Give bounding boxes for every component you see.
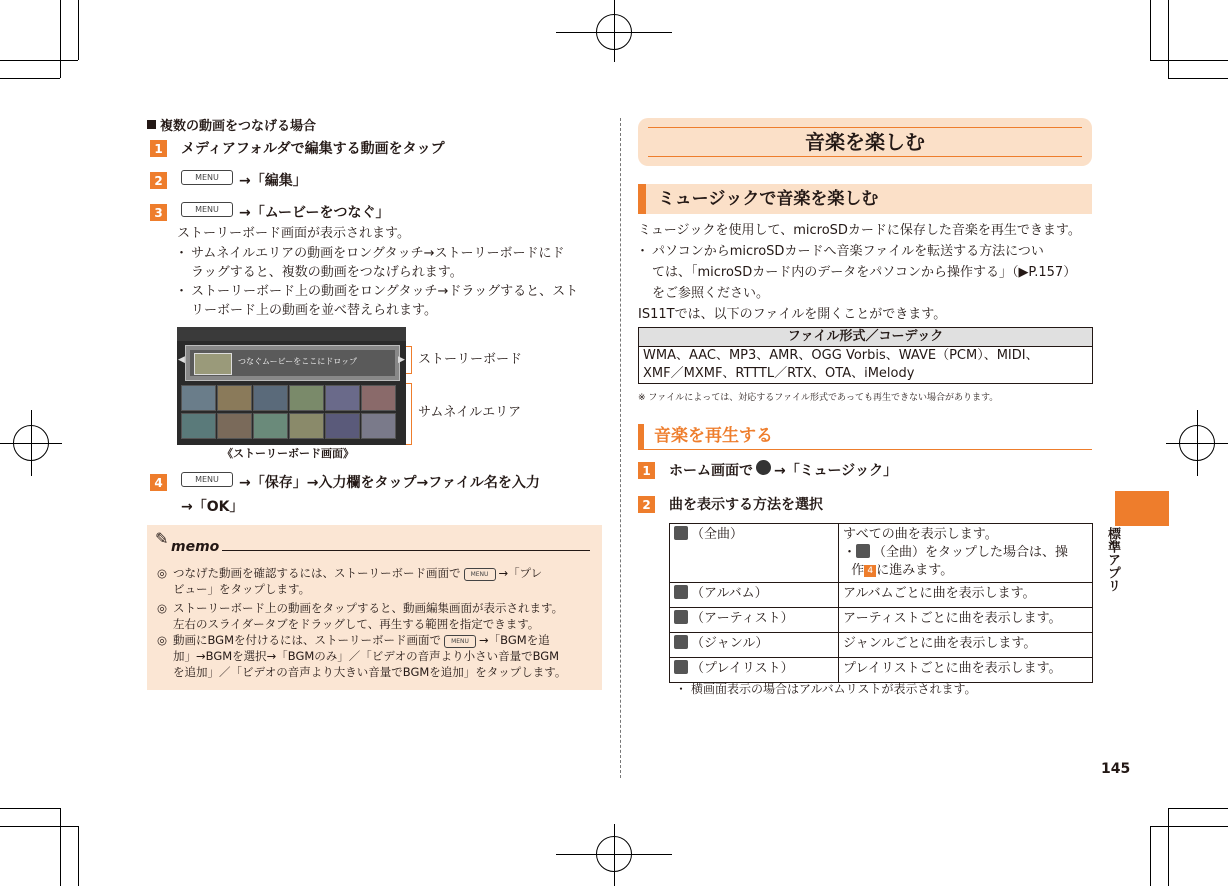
display-method-table: [669, 523, 1093, 683]
thumbnail-bracket: [406, 383, 412, 445]
table-row: （ジャンル） ジャンルごとに曲を表示します。: [670, 633, 1093, 658]
thumbnail: [325, 413, 360, 439]
left-step-1: [150, 138, 445, 160]
playlist-icon: [674, 660, 688, 674]
step3-description: ストーリーボード画面が表示されます。: [177, 226, 410, 241]
square-icon: [147, 120, 156, 129]
memo-divider: [222, 550, 590, 551]
step-number: 2: [638, 496, 655, 513]
step3-bullet-2b: リーボード上の動画を並べ替えられます。: [191, 303, 437, 318]
menu-key-icon: MENU: [181, 202, 233, 217]
transfer-note-1: ・ パソコンからmicroSDカードへ音楽ファイルを転送する方法につい: [638, 243, 1044, 261]
thumbnail: [253, 413, 288, 439]
landscape-note: ・ 横画面表示の場合はアルバムリストが表示されます。: [677, 680, 976, 698]
step3-bullet-1a: ・ サムネイルエリアの動画をロングタッチ→ストーリーボードにド: [177, 245, 564, 263]
storyboard-bracket: [406, 346, 412, 374]
artist-icon: [674, 610, 688, 624]
step-number: 1: [150, 140, 167, 157]
right-step-1: 1 ホーム画面で →「ミュージック」: [638, 460, 897, 482]
thumbnail: [217, 413, 252, 439]
format-list: WMA、AAC、MP3、AMR、OGG Vorbis、WAVE（PCM）、MIDI、 XMF／MXMF、RTTTL／RTX、OTA、iMelody: [639, 347, 1093, 384]
screenshot-statusbar: [177, 327, 406, 341]
memo-item-1: ◎ つなげた動画を確認するには、ストーリーボード画面で MENU →「プレ ビュー」をタップします。: [157, 565, 609, 597]
transfer-note-2: ては、「microSDカード内のデータをパソコンから操作する」（▶P.157）: [652, 265, 1077, 280]
menu-key-icon: MENU: [181, 472, 233, 487]
screenshot-caption: 《ストーリーボード画面》: [222, 447, 354, 460]
chapter-banner: [638, 118, 1092, 166]
chapter-title: 音楽を楽しむ: [805, 130, 925, 154]
memo-item-2: ◎ ストーリーボード上の動画をタップすると、動画編集画面が表示されます。 左右のスライダータブをドラッグして、再生する範囲を指定できます。: [157, 600, 609, 632]
pencil-icon: ✎: [155, 529, 169, 548]
page-number: 145: [1101, 761, 1131, 777]
step-text: メディアフォルダで編集する動画をタップ: [181, 141, 445, 157]
table-row: （アルバム） アルバムごとに曲を表示します。: [670, 583, 1093, 608]
format-header: ファイル形式／コーデック: [639, 328, 1093, 347]
app-grid-icon: [756, 460, 771, 475]
memo-box: [147, 525, 602, 690]
left-arrow-icon: ◀: [178, 355, 185, 365]
memo-item-3: ◎ 動画にBGMを付けるには、ストーリーボード画面で MENU →「BGMを追 加」→BGMを選択→「BGMのみ」／「ビデオの音声より小さい音量でBGM を追加」／「ビデオの音声より大きい音量でBGMを追加」をタップします。: [157, 632, 609, 680]
step-number: 4: [150, 474, 167, 491]
menu-key-icon: MENU: [181, 170, 233, 185]
table-row: （アーティスト） アーティストごとに曲を表示します。: [670, 608, 1093, 633]
thumbnail: [181, 413, 216, 439]
sub-heading: 音楽を再生する: [638, 424, 1092, 450]
menu-key-icon: MENU: [464, 568, 496, 581]
section-title: 複数の動画をつなげる場合: [147, 118, 316, 136]
step-number: 3: [150, 204, 167, 221]
album-icon: [674, 585, 688, 599]
step3-bullet-2a: ・ ストーリーボード上の動画をロングタッチ→ドラッグすると、スト: [177, 283, 578, 301]
storyboard-drop-text: つなぐムービーをここにドロップ: [238, 357, 358, 366]
thumbnail: [217, 385, 252, 411]
right-step-2: 2 曲を表示する方法を選択: [638, 494, 823, 516]
thumbnail: [181, 385, 216, 411]
thumbnail: [361, 385, 396, 411]
storyboard-strip: [185, 345, 400, 381]
left-step-3: [150, 202, 389, 224]
table-row: （プレイリスト） プレイリストごとに曲を表示します。: [670, 658, 1093, 683]
left-step-4-cont: →「OK」: [181, 499, 244, 515]
section-heading: ミュージックで音楽を楽しむ: [638, 184, 1092, 214]
open-files-text: IS11Tでは、以下のファイルを開くことができます。: [638, 307, 947, 322]
storyboard-screenshot: [177, 327, 406, 445]
step-number: 2: [150, 172, 167, 189]
thumbnail: [253, 385, 288, 411]
step-text: →「ムービーをつなぐ」: [239, 205, 390, 221]
thumbnail: [325, 385, 360, 411]
memo-title: memo: [171, 539, 220, 555]
step-text: →「保存」→入力欄をタップ→ファイル名を入力: [239, 475, 540, 491]
chapter-tab: [1115, 491, 1169, 526]
left-step-2: [150, 170, 307, 192]
thumbnail: [289, 413, 324, 439]
storyboard-thumbnail: [194, 353, 232, 375]
step-text: →「編集」: [239, 173, 307, 189]
intro-text: ミュージックを使用して、microSDカードに保存した音楽を再生できます。: [638, 223, 1081, 238]
thumbnail: [361, 413, 396, 439]
storyboard-label: ストーリーボード: [418, 352, 523, 367]
thumbnail: [289, 385, 324, 411]
right-arrow-icon: ▶: [398, 355, 405, 365]
transfer-note-3: をご参照ください。: [652, 286, 770, 301]
song-icon: [674, 526, 688, 540]
step3-bullet-1b: ラッグすると、複数の動画をつなげられます。: [191, 265, 463, 280]
column-divider: [620, 118, 621, 778]
menu-key-icon: MENU: [444, 635, 476, 648]
thumbnail-area-label: サムネイルエリア: [418, 405, 522, 420]
table-row: （全曲） すべての曲を表示します。 ・ （全曲）をタップした場合は、操 作 4 に進みます。: [670, 524, 1093, 583]
chapter-tab-label: 標準アプリ: [1105, 527, 1120, 592]
genre-icon: [674, 635, 688, 649]
song-icon: [856, 544, 870, 558]
step-number: 1: [638, 462, 655, 479]
left-step-4: [150, 472, 540, 494]
format-footnote: ※ ファイルによっては、対応するファイル形式であっても再生できない場合があります。: [638, 393, 999, 403]
step-ref-number: 4: [864, 565, 876, 577]
file-format-table: [638, 327, 1093, 384]
